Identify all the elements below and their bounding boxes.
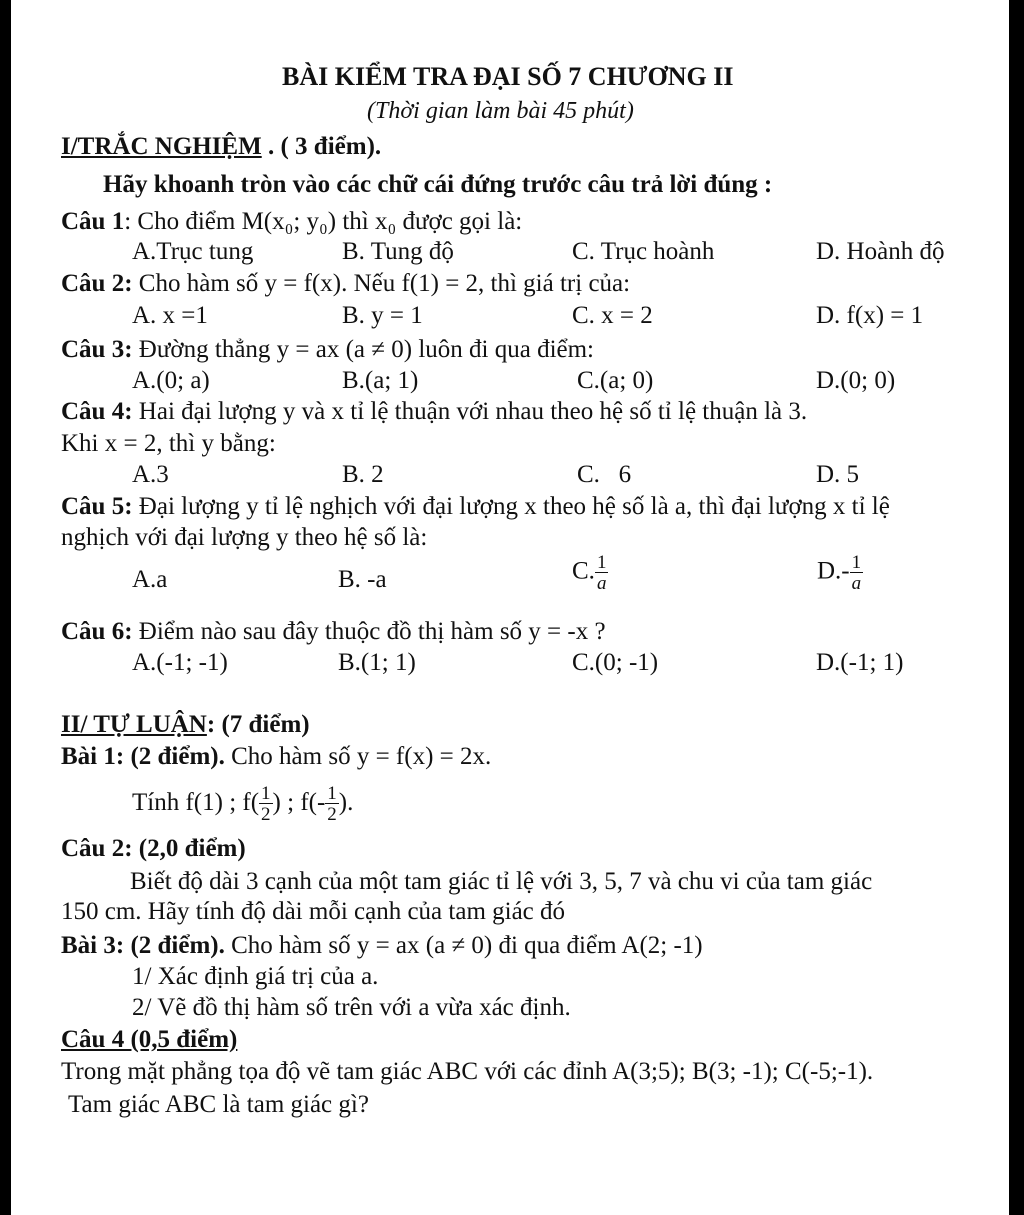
q2-option-d: D. f(x) = 1: [816, 302, 924, 329]
q1-option-b: B. Tung độ: [342, 238, 454, 265]
question-3: Câu 3: Đường thẳng y = ax (a ≠ 0) luôn đi qua điểm:: [61, 336, 594, 363]
q6-option-c: C.(0; -1): [572, 649, 659, 676]
q3-option-b: B.(a; 1): [342, 367, 419, 394]
question-4-line2: Khi x = 2, thì y bằng:: [61, 430, 276, 457]
q1-option-d: D. Hoành độ: [816, 238, 945, 265]
fraction-one-half: $\frac{1}{2}$: [261, 783, 271, 826]
question-2: Câu 2: Cho hàm số y = f(x). Nếu f(1) = 2, thì giá trị của:: [61, 270, 631, 297]
part1-heading: I/TRẮC NGHIỆM . ( 3 điểm).: [61, 133, 382, 160]
question-5-line2: nghịch với đại lượng y theo hệ số là:: [61, 524, 428, 551]
page-subtitle: (Thời gian làm bài 45 phút): [367, 98, 634, 124]
q5-option-c: C. $\frac{1}{a}$: [572, 552, 607, 594]
question-4: Câu 4: Hai đại lượng y và x tỉ lệ thuận với nhau theo hệ số tỉ lệ thuận là 3.: [61, 398, 808, 425]
exam-page: [11, 0, 1009, 1215]
fraction-one-half: $\frac{1}{2}$: [327, 783, 337, 826]
question-5: Câu 5: Đại lượng y tỉ lệ nghịch với đại lượng x theo hệ số là a, thì đại lượng x tỉ lệ: [61, 493, 890, 520]
q5-option-d: D.- $\frac{1}{a}$: [817, 552, 862, 594]
cau-4-line1: Trong mặt phẳng tọa độ vẽ tam giác ABC với các đỉnh A(3;5); B(3; -1); C(-5;-1).: [61, 1058, 874, 1085]
q1-option-c: C. Trục hoành: [572, 238, 715, 265]
q6-option-b: B.(1; 1): [338, 649, 416, 676]
question-1: Câu 1: Cho điểm M(x₀; y₀) thì x₀ được gọi là:: [61, 208, 523, 235]
cau-2-heading: Câu 2: (2,0 điểm): [61, 835, 246, 862]
q6-option-a: A.(-1; -1): [132, 649, 228, 676]
q2-option-c: C. x = 2: [572, 302, 653, 329]
cau-4-heading: Câu 4 (0,5 điểm): [61, 1026, 238, 1053]
q3-option-d: D.(0; 0): [816, 367, 896, 394]
cau-2-line2: 150 cm. Hãy tính độ dài mỗi cạnh của tam giác đó: [61, 898, 566, 925]
bai-1: Bài 1: (2 điểm). Cho hàm số y = f(x) = 2x.: [61, 743, 492, 770]
q6-option-d: D.(-1; 1): [816, 649, 904, 676]
q2-option-b: B. y = 1: [342, 302, 423, 329]
fraction-one-over-a: $\frac{1}{a}$: [851, 552, 862, 594]
bai-3-sub2: 2/ Vẽ đồ thị hàm số trên với a vừa xác định.: [132, 994, 571, 1021]
bai-3: Bài 3: (2 điểm). Cho hàm số y = ax (a ≠ 0) đi qua điểm A(2; -1): [61, 932, 703, 959]
part2-heading: II/ TỰ LUẬN: (7 điểm): [61, 711, 310, 738]
question-6: Câu 6: Điểm nào sau đây thuộc đồ thị hàm số y = -x ?: [61, 618, 606, 645]
q3-option-a: A.(0; a): [132, 367, 210, 394]
cau-2-line1: Biết độ dài 3 cạnh của một tam giác tỉ lệ với 3, 5, 7 và chu vi của tam giác: [130, 868, 873, 895]
cau-4-line2: Tam giác ABC là tam giác gì?: [68, 1091, 369, 1118]
q3-option-c: C.(a; 0): [577, 367, 654, 394]
part1-instruction: Hãy khoanh tròn vào các chữ cái đứng trước câu trả lời đúng :: [103, 171, 773, 198]
bai-1-calc: Tính f(1) ; f( $\frac{1}{2}$ ) ; f(- $\frac{1}{2}$ ).: [132, 783, 354, 826]
page-title: BÀI KIỂM TRA ĐẠI SỐ 7 CHƯƠNG II: [282, 62, 734, 91]
q4-option-b: B. 2: [342, 461, 384, 488]
q4-option-c: C. 6: [577, 461, 632, 488]
q5-option-a: A.a: [132, 566, 168, 593]
q2-option-a: A. x =1: [132, 302, 208, 329]
q4-option-a: A.3: [132, 461, 169, 488]
fraction-one-over-a: $\frac{1}{a}$: [596, 552, 607, 594]
q4-option-d: D. 5: [816, 461, 860, 488]
q5-option-b: B. -a: [338, 566, 387, 593]
q1-option-a: A.Trục tung: [132, 238, 254, 265]
bai-3-sub1: 1/ Xác định giá trị của a.: [132, 963, 379, 990]
